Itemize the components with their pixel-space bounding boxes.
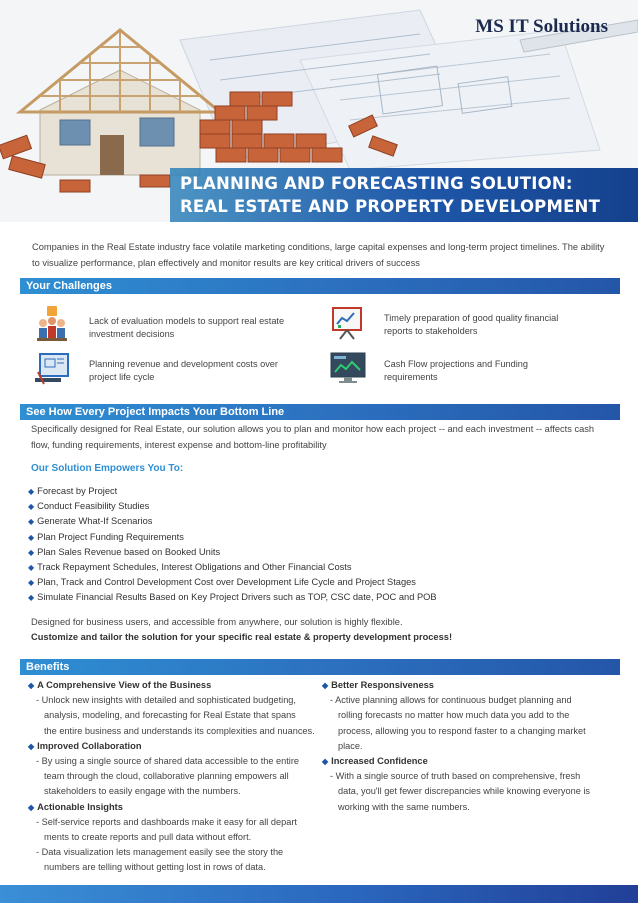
benefit-description: - By using a single source of shared data accessible to the entire team through the cloud, collaborative planning empowers all stakeholders to easily engage with the numbers. [36,756,300,797]
section-header-impact: See How Every Project Impacts Your Bottom Line [20,404,620,420]
page-title-line-1: PLANNING AND FORECASTING SOLUTION: [180,174,573,193]
diamond-bullet-icon: ◆ [28,802,35,812]
list-item: ◆ Simulate Financial Results Based on Key Project Drivers such as TOP, CSC date, POC and POB [28,592,437,603]
challenge-item-2: Timely preparation of good quality financial reports to stakeholders [384,313,559,336]
footer-bar [0,885,638,903]
benefit-description: - With a single source of truth based on comprehensive, fresh data, you'll get fewer discrepancies while knowing everyone is working with the same numbers. [330,771,590,812]
closing-bold-statement: Customize and tailor the solution for your specific real estate & property development process! [31,632,453,642]
list-item: ◆ Conduct Feasibility Studies [28,501,150,512]
closing-paragraph: Designed for business users, and accessible from anywhere, our solution is highly flexible. [31,617,403,627]
page-title-line-2: REAL ESTATE AND PROPERTY DEVELOPMENT [180,197,601,216]
impact-paragraph: Specifically designed for Real Estate, our solution allows you to plan and monitor how each project -- and each investment -- affects cash flow, funding requirements, interest expense and bottom-line profitability [31,424,595,450]
diamond-bullet-icon: ◆ [28,532,35,542]
title-banner [170,168,638,222]
diamond-bullet-icon: ◆ [28,502,35,512]
section-header-challenges: Your Challenges [20,278,620,294]
diamond-bullet-icon: ◆ [28,547,35,557]
diamond-bullet-icon: ◆ [28,563,35,573]
benefits-right-column [322,678,612,815]
diamond-bullet-icon: ◆ [28,593,35,603]
benefits-left-column [28,678,318,876]
benefit-description: - Self-service reports and dashboards make it easy for all depart ments to create reports and pull data without effort. - Data visualization lets management easily see the story the numbers are telling without getting lost in rows of data. [36,816,297,873]
section-header-benefits: Benefits [20,659,620,675]
list-item: ◆ Track Repayment Schedules, Interest Obligations and Other Financial Costs [28,562,352,573]
benefit-title: ◆ A Comprehensive View of the Business [28,680,212,690]
team-meeting-icon [36,306,68,342]
hero-banner [0,0,638,222]
list-item: ◆ Plan Project Funding Requirements [28,531,184,542]
diamond-bullet-icon: ◆ [28,578,35,588]
presentation-board-icon [330,306,364,340]
diamond-bullet-icon: ◆ [28,681,35,690]
diamond-bullet-icon: ◆ [322,681,329,690]
list-item: ◆ Plan, Track and Control Development Cost over Development Life Cycle and Project Stages [28,577,416,588]
solution-bullet-list [28,484,588,606]
blueprint-drafting-icon [34,352,70,386]
intro-paragraph: Companies in the Real Estate industry face volatile marketing conditions, large capital expenses and long-term project timelines. The ability to visualize performance, plan effectively and monitor results are key critical drivers of success [32,242,605,268]
benefit-title: ◆ Better Responsiveness [322,680,434,690]
diamond-bullet-icon: ◆ [28,741,35,751]
challenge-item-1: Lack of evaluation models to support real estate investment decisions [89,316,285,339]
benefit-title: ◆ Improved Collaboration [28,740,142,751]
list-item: ◆ Plan Sales Revenue based on Booked Units [28,546,221,557]
challenge-item-3: Planning revenue and development costs over project life cycle [89,359,278,382]
solution-sub-heading: Our Solution Empowers You To: [31,463,184,474]
monitor-chart-icon [330,352,366,384]
diamond-bullet-icon: ◆ [28,517,35,527]
company-logo-text: MS IT Solutions [475,16,608,37]
list-item: ◆ Generate What-If Scenarios [28,516,153,527]
diamond-bullet-icon: ◆ [322,757,329,767]
benefit-title: ◆ Actionable Insights [28,801,123,812]
list-item: ◆ Forecast by Project [28,486,118,496]
diamond-bullet-icon: ◆ [28,487,35,496]
benefit-title: ◆ Increased Confidence [322,756,428,767]
challenge-item-4: Cash Flow projections and Funding requirements [384,359,529,382]
benefit-description: - Active planning allows for continuous budget planning and rolling forecasts no matter how much data you add to the process, allowing you to respond faster to a changing market place. [330,695,586,751]
benefit-description: - Unlock new insights with detailed and sophisticated budgeting, analysis, modeling, and forecasting for Real Estate that spans the entire business and understands its complexities and nuances. [36,695,315,736]
